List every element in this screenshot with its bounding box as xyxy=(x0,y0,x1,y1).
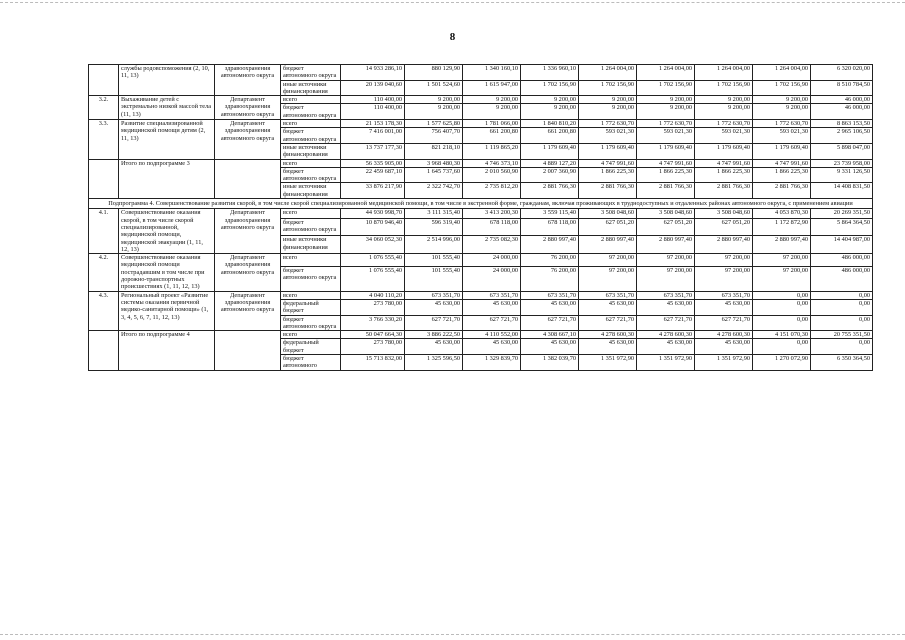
amount-cell: 97 200,00 xyxy=(637,267,695,291)
amount-cell: 24 000,00 xyxy=(463,267,521,291)
row-number: 3.3. xyxy=(89,120,119,159)
amount-cell: 1 351 972,90 xyxy=(579,354,637,370)
amount-cell: 46 000,00 xyxy=(811,96,873,104)
amount-cell: 593 021,30 xyxy=(579,128,637,144)
amount-cell: 8 863 153,50 xyxy=(811,120,873,128)
amount-cell: 2 880 997,40 xyxy=(753,236,811,254)
amount-cell: 1 772 630,70 xyxy=(753,120,811,128)
amount-cell: 5 898 047,00 xyxy=(811,143,873,159)
amount-cell: 3 968 480,30 xyxy=(405,159,463,167)
amount-cell: 4 747 991,60 xyxy=(579,159,637,167)
amount-cell: 627 051,20 xyxy=(637,218,695,236)
amount-cell: 97 200,00 xyxy=(579,267,637,291)
executor xyxy=(215,159,281,198)
funding-source: всего xyxy=(281,331,341,339)
amount-cell: 45 630,00 xyxy=(521,299,579,315)
amount-cell: 45 630,00 xyxy=(695,299,753,315)
amount-cell: 1 866 225,30 xyxy=(579,167,637,183)
amount-cell: 6 320 020,00 xyxy=(811,65,873,81)
amount-cell: 673 351,70 xyxy=(463,291,521,299)
amount-cell: 7 416 001,00 xyxy=(341,128,405,144)
amount-cell: 2 881 766,30 xyxy=(637,183,695,199)
amount-cell: 486 000,00 xyxy=(811,254,873,267)
amount-cell: 0,00 xyxy=(753,315,811,331)
amount-cell: 4 151 070,30 xyxy=(753,331,811,339)
row-number xyxy=(89,331,119,370)
amount-cell: 1 270 072,90 xyxy=(753,354,811,370)
funding-source: бюджет автономного округа xyxy=(281,128,341,144)
page-number: 8 xyxy=(449,31,456,43)
amount-cell: 661 200,80 xyxy=(521,128,579,144)
amount-cell: 2 735 082,30 xyxy=(463,236,521,254)
funding-source: бюджет автономного округа xyxy=(281,315,341,331)
amount-cell: 0,00 xyxy=(811,339,873,355)
amount-cell: 9 200,00 xyxy=(463,96,521,104)
amount-cell: 3 508 048,60 xyxy=(695,209,753,218)
amount-cell: 2 322 742,70 xyxy=(405,183,463,199)
amount-cell: 627 721,70 xyxy=(463,315,521,331)
amount-cell: 45 630,00 xyxy=(637,299,695,315)
executor: Департамент здравоохранения автономного округа xyxy=(215,209,281,254)
amount-cell: 45 630,00 xyxy=(521,339,579,355)
amount-cell: 1 702 156,90 xyxy=(579,80,637,96)
amount-cell: 56 335 905,00 xyxy=(341,159,405,167)
amount-cell: 1 179 609,40 xyxy=(695,143,753,159)
amount-cell: 1 702 156,90 xyxy=(753,80,811,96)
amount-cell: 4 278 600,30 xyxy=(637,331,695,339)
row-number: 4.1. xyxy=(89,209,119,254)
amount-cell: 1 772 630,70 xyxy=(637,120,695,128)
amount-cell: 20 269 351,50 xyxy=(811,209,873,218)
table-row xyxy=(89,65,873,81)
amount-cell: 45 630,00 xyxy=(637,339,695,355)
amount-cell: 110 400,00 xyxy=(341,96,405,104)
amount-cell: 9 331 126,50 xyxy=(811,167,873,183)
amount-cell: 1 840 810,20 xyxy=(521,120,579,128)
amount-cell: 2 514 996,00 xyxy=(405,236,463,254)
activity-name: службы родовспоможения (2, 10, 11, 13) xyxy=(119,65,215,96)
funding-source: бюджет автономного округа xyxy=(281,167,341,183)
amount-cell: 1 340 160,10 xyxy=(463,65,521,81)
amount-cell: 3 559 115,40 xyxy=(521,209,579,218)
activity-name: Итого по подпрограмме 3 xyxy=(119,159,215,198)
amount-cell: 9 200,00 xyxy=(753,104,811,120)
amount-cell: 1 264 004,00 xyxy=(695,65,753,81)
amount-cell: 10 870 946,40 xyxy=(341,218,405,236)
amount-cell: 9 200,00 xyxy=(521,96,579,104)
amount-cell: 673 351,70 xyxy=(637,291,695,299)
amount-cell: 2 881 766,30 xyxy=(579,183,637,199)
amount-cell: 678 118,00 xyxy=(463,218,521,236)
amount-cell: 673 351,70 xyxy=(521,291,579,299)
row-number xyxy=(89,159,119,198)
amount-cell: 97 200,00 xyxy=(695,254,753,267)
activity-name: Совершенствование оказания медицинской помощи пострадавшим в том числе при дорожно-транспортных происшествиях (1, 11, 12, 13) xyxy=(119,254,215,291)
amount-cell: 3 508 048,60 xyxy=(637,209,695,218)
amount-cell: 45 630,00 xyxy=(405,339,463,355)
amount-cell: 8 510 784,50 xyxy=(811,80,873,96)
amount-cell: 2 965 106,50 xyxy=(811,128,873,144)
amount-cell: 3 413 200,30 xyxy=(463,209,521,218)
amount-cell: 486 000,00 xyxy=(811,267,873,291)
amount-cell: 2 735 812,20 xyxy=(463,183,521,199)
amount-cell: 1 179 609,40 xyxy=(521,143,579,159)
amount-cell: 14 404 987,00 xyxy=(811,236,873,254)
amount-cell: 1 501 524,60 xyxy=(405,80,463,96)
funding-source: бюджет автономного округа xyxy=(281,104,341,120)
table-row xyxy=(89,254,873,267)
amount-cell: 678 118,00 xyxy=(521,218,579,236)
activity-name: Развитие специализированной медицинской помощи детям (2, 11, 13) xyxy=(119,120,215,159)
amount-cell: 4 110 552,00 xyxy=(463,331,521,339)
amount-cell: 76 200,00 xyxy=(521,267,579,291)
amount-cell: 2 880 997,40 xyxy=(521,236,579,254)
funding-source: иные источники финансирования xyxy=(281,236,341,254)
funding-source: всего xyxy=(281,254,341,267)
amount-cell: 46 000,00 xyxy=(811,104,873,120)
amount-cell: 9 200,00 xyxy=(463,104,521,120)
amount-cell: 1 264 004,00 xyxy=(579,65,637,81)
amount-cell: 1 076 555,40 xyxy=(341,254,405,267)
funding-source: бюджет автономного округа xyxy=(281,218,341,236)
amount-cell: 1 382 039,70 xyxy=(521,354,579,370)
amount-cell: 1 351 972,90 xyxy=(637,354,695,370)
executor: Департамент здравоохранения автономного округа xyxy=(215,96,281,120)
amount-cell: 9 200,00 xyxy=(637,104,695,120)
amount-cell: 0,00 xyxy=(753,299,811,315)
amount-cell: 45 630,00 xyxy=(463,299,521,315)
amount-cell: 9 200,00 xyxy=(405,104,463,120)
amount-cell: 4 278 600,30 xyxy=(579,331,637,339)
amount-cell: 627 721,70 xyxy=(695,315,753,331)
amount-cell: 4 747 991,60 xyxy=(637,159,695,167)
amount-cell: 4 747 991,60 xyxy=(695,159,753,167)
amount-cell: 0,00 xyxy=(753,339,811,355)
amount-cell: 1 702 156,90 xyxy=(637,80,695,96)
row-number xyxy=(89,65,119,96)
funding-source: иные источники финансирования xyxy=(281,80,341,96)
table-row xyxy=(89,120,873,128)
amount-cell: 1 329 839,70 xyxy=(463,354,521,370)
subprogram-title: Подпрограмма 4. Совершенствование развития скорой, в том числе скорой специализированной медицинской помощи, в том числе в экстренной форме, гражданам, включая проживающих в труднодоступных и отдаленных районах автономного округа, с применением авиации xyxy=(89,199,873,209)
amount-cell: 661 200,80 xyxy=(463,128,521,144)
amount-cell: 1 264 004,00 xyxy=(637,65,695,81)
amount-cell: 4 747 991,60 xyxy=(753,159,811,167)
table-row xyxy=(89,291,873,299)
funding-source: бюджет автономного округа xyxy=(281,65,341,81)
amount-cell: 1 615 947,00 xyxy=(463,80,521,96)
amount-cell: 1 702 156,90 xyxy=(521,80,579,96)
funding-source: иные источники финансирования xyxy=(281,143,341,159)
amount-cell: 2 880 997,40 xyxy=(695,236,753,254)
executor xyxy=(215,331,281,370)
amount-cell: 0,00 xyxy=(811,299,873,315)
amount-cell: 9 200,00 xyxy=(695,96,753,104)
amount-cell: 97 200,00 xyxy=(753,254,811,267)
funding-source: всего xyxy=(281,291,341,299)
amount-cell: 627 051,20 xyxy=(579,218,637,236)
activity-name: Совершенствование оказания скорой, в том числе скорой специализированной, медицинской помощи, медицинской эвакуации (1, 11, 12, 13) xyxy=(119,209,215,254)
amount-cell: 880 129,90 xyxy=(405,65,463,81)
amount-cell: 20 755 351,50 xyxy=(811,331,873,339)
funding-source: всего xyxy=(281,120,341,128)
funding-source: федеральный бюджет xyxy=(281,339,341,355)
table-body xyxy=(89,65,873,371)
funding-source: федеральный бюджет xyxy=(281,299,341,315)
amount-cell: 756 407,70 xyxy=(405,128,463,144)
amount-cell: 97 200,00 xyxy=(753,267,811,291)
table-row xyxy=(89,159,873,167)
amount-cell: 3 766 330,20 xyxy=(341,315,405,331)
amount-cell: 1 772 630,70 xyxy=(579,120,637,128)
subprogram-row xyxy=(89,199,873,209)
amount-cell: 1 645 737,60 xyxy=(405,167,463,183)
amount-cell: 673 351,70 xyxy=(579,291,637,299)
executor: Департамент здравоохранения автономного округа xyxy=(215,120,281,159)
amount-cell: 9 200,00 xyxy=(579,104,637,120)
amount-cell: 1 076 555,40 xyxy=(341,267,405,291)
amount-cell: 593 021,30 xyxy=(637,128,695,144)
amount-cell: 3 508 048,60 xyxy=(579,209,637,218)
row-number: 4.3. xyxy=(89,291,119,330)
funding-source: всего xyxy=(281,96,341,104)
amount-cell: 2 880 997,40 xyxy=(637,236,695,254)
amount-cell: 45 630,00 xyxy=(579,339,637,355)
amount-cell: 1 577 625,80 xyxy=(405,120,463,128)
funding-source: иные источники финансирования xyxy=(281,183,341,199)
table-row xyxy=(89,331,873,339)
amount-cell: 13 737 177,30 xyxy=(341,143,405,159)
amount-cell: 627 721,70 xyxy=(579,315,637,331)
amount-cell: 9 200,00 xyxy=(695,104,753,120)
funding-source: всего xyxy=(281,209,341,218)
amount-cell: 101 555,40 xyxy=(405,254,463,267)
row-number: 3.2. xyxy=(89,96,119,120)
amount-cell: 1 336 960,10 xyxy=(521,65,579,81)
amount-cell: 1 179 609,40 xyxy=(579,143,637,159)
amount-cell: 44 930 998,70 xyxy=(341,209,405,218)
amount-cell: 97 200,00 xyxy=(637,254,695,267)
amount-cell: 627 051,20 xyxy=(695,218,753,236)
amount-cell: 15 713 832,00 xyxy=(341,354,405,370)
amount-cell: 97 200,00 xyxy=(579,254,637,267)
amount-cell: 34 060 052,30 xyxy=(341,236,405,254)
amount-cell: 24 000,00 xyxy=(463,254,521,267)
amount-cell: 1 119 865,20 xyxy=(463,143,521,159)
amount-cell: 1 866 225,30 xyxy=(695,167,753,183)
amount-cell: 2 881 766,30 xyxy=(521,183,579,199)
amount-cell: 821 218,10 xyxy=(405,143,463,159)
amount-cell: 4 889 127,20 xyxy=(521,159,579,167)
amount-cell: 1 702 156,90 xyxy=(695,80,753,96)
amount-cell: 23 739 958,00 xyxy=(811,159,873,167)
bottom-scan-edge xyxy=(0,634,905,635)
activity-name: Итого по подпрограмме 4 xyxy=(119,331,215,370)
amount-cell: 1 866 225,30 xyxy=(753,167,811,183)
table-row xyxy=(89,96,873,104)
amount-cell: 4 040 110,20 xyxy=(341,291,405,299)
amount-cell: 0,00 xyxy=(811,315,873,331)
amount-cell: 273 780,00 xyxy=(341,339,405,355)
amount-cell: 110 400,00 xyxy=(341,104,405,120)
executor: здравоохранения автономного округа xyxy=(215,65,281,96)
amount-cell: 20 139 040,60 xyxy=(341,80,405,96)
amount-cell: 1 325 596,50 xyxy=(405,354,463,370)
amount-cell: 9 200,00 xyxy=(521,104,579,120)
amount-cell: 9 200,00 xyxy=(579,96,637,104)
amount-cell: 45 630,00 xyxy=(579,299,637,315)
amount-cell: 2 880 997,40 xyxy=(579,236,637,254)
amount-cell: 21 153 178,30 xyxy=(341,120,405,128)
funding-source: всего xyxy=(281,159,341,167)
amount-cell: 1 179 609,40 xyxy=(637,143,695,159)
amount-cell: 3 111 315,40 xyxy=(405,209,463,218)
amount-cell: 14 408 831,50 xyxy=(811,183,873,199)
amount-cell: 593 021,30 xyxy=(695,128,753,144)
amount-cell: 673 351,70 xyxy=(695,291,753,299)
amount-cell: 3 886 222,50 xyxy=(405,331,463,339)
amount-cell: 596 319,40 xyxy=(405,218,463,236)
activity-name: Выхаживание детей с экстремально низкой массой тела (11, 13) xyxy=(119,96,215,120)
amount-cell: 4 278 600,30 xyxy=(695,331,753,339)
amount-cell: 5 864 364,50 xyxy=(811,218,873,236)
amount-cell: 0,00 xyxy=(811,291,873,299)
amount-cell: 1 772 630,70 xyxy=(695,120,753,128)
amount-cell: 97 200,00 xyxy=(695,267,753,291)
amount-cell: 9 200,00 xyxy=(637,96,695,104)
executor: Департамент здравоохранения автономного округа xyxy=(215,291,281,330)
amount-cell: 45 630,00 xyxy=(405,299,463,315)
funding-source: бюджет автономного округа xyxy=(281,267,341,291)
amount-cell: 1 781 066,00 xyxy=(463,120,521,128)
amount-cell: 2 007 360,90 xyxy=(521,167,579,183)
amount-cell: 673 351,70 xyxy=(405,291,463,299)
amount-cell: 1 172 872,90 xyxy=(753,218,811,236)
amount-cell: 50 047 664,30 xyxy=(341,331,405,339)
amount-cell: 9 200,00 xyxy=(405,96,463,104)
amount-cell: 2 881 766,30 xyxy=(695,183,753,199)
amount-cell: 45 630,00 xyxy=(695,339,753,355)
executor: Департамент здравоохранения автономного округа xyxy=(215,254,281,291)
amount-cell: 627 721,70 xyxy=(637,315,695,331)
amount-cell: 45 630,00 xyxy=(463,339,521,355)
amount-cell: 1 351 972,90 xyxy=(695,354,753,370)
amount-cell: 14 933 286,10 xyxy=(341,65,405,81)
amount-cell: 593 021,30 xyxy=(753,128,811,144)
amount-cell: 627 721,70 xyxy=(521,315,579,331)
activity-name: Региональный проект «Развитие системы оказания первичной медико-санитарной помощи» (1, 3, 4, 5, 6, 7, 11, 12, 13) xyxy=(119,291,215,330)
amount-cell: 76 200,00 xyxy=(521,254,579,267)
amount-cell: 1 866 225,30 xyxy=(637,167,695,183)
table-row xyxy=(89,209,873,218)
amount-cell: 22 459 687,10 xyxy=(341,167,405,183)
amount-cell: 4 308 667,10 xyxy=(521,331,579,339)
budget-table xyxy=(88,64,873,371)
top-scan-edge xyxy=(0,2,905,3)
row-number: 4.2. xyxy=(89,254,119,291)
amount-cell: 273 780,00 xyxy=(341,299,405,315)
amount-cell: 0,00 xyxy=(753,291,811,299)
amount-cell: 101 555,40 xyxy=(405,267,463,291)
amount-cell: 9 200,00 xyxy=(753,96,811,104)
amount-cell: 1 264 004,00 xyxy=(753,65,811,81)
amount-cell: 33 876 217,90 xyxy=(341,183,405,199)
amount-cell: 2 881 766,30 xyxy=(753,183,811,199)
funding-source: бюджет автономного xyxy=(281,354,341,370)
amount-cell: 627 721,70 xyxy=(405,315,463,331)
amount-cell: 6 350 364,50 xyxy=(811,354,873,370)
amount-cell: 4 746 373,10 xyxy=(463,159,521,167)
amount-cell: 4 053 870,30 xyxy=(753,209,811,218)
amount-cell: 1 179 609,40 xyxy=(753,143,811,159)
amount-cell: 2 010 560,90 xyxy=(463,167,521,183)
